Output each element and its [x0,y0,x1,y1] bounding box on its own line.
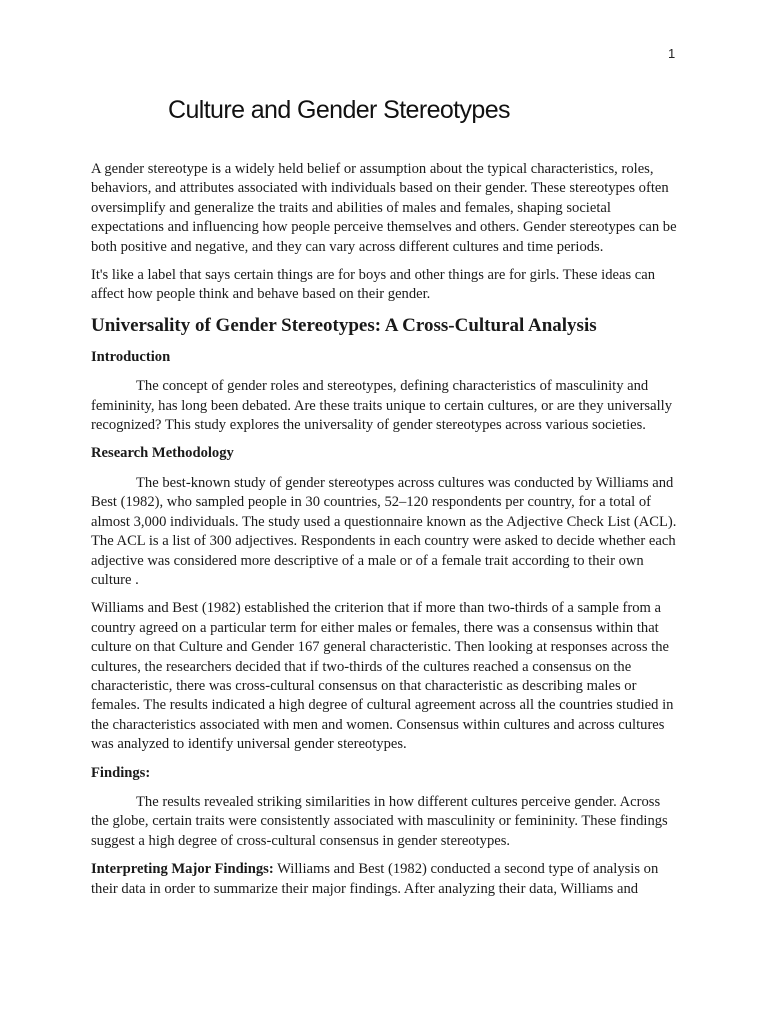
methodology-paragraph-2: Williams and Best (1982) established the criterion that if more than two-thirds of a sample from a country agreed on a particular term for either males or females, there was a consensus within that culture on that Culture and Gender 167 general characteristic. Then looking at responses across the cultures, the researchers decided that if two-thirds of the cultures reached a consensus on the characteristic, there was cross-cultural consensus on that characteristic as describing males or females. The results indicated a high degree of cultural agreement across all the countries studied in the characteristics associated with men and women. Consensus within cultures and across cultures was analyzed to identify universal gender stereotypes. [91,600,674,753]
intro-paragraph-1: A gender stereotype is a widely held belief or assumption about the typical characteristics, roles, behaviors, and attributes associated with individuals based on their gender. These stereotypes often oversimplify and generalize the traits and abilities of males and females, shaping societal expectations and influencing how people perceive themselves and others. Gender stereotypes can be both positive and negative, and they can vary across different cultures and time periods. [91,161,677,255]
methodology-heading: Research Methodology [91,445,234,462]
interpreting-text: Williams and Best (1982) conducted a second type of analysis on their data in order to summarize their major findings. After analyzing their data, Williams and [91,861,659,897]
introduction-heading: Introduction [91,348,171,365]
document-body [91,160,681,908]
intro-paragraph-2: It's like a label that says certain things are for boys and other things are for girls. These ideas can affect how people think and behave based on their gender. [91,267,656,303]
interpreting-heading: Interpreting Major Findings: [91,861,274,878]
section-heading: Universality of Gender Stereotypes: A Cross-Cultural Analysis [91,314,597,336]
findings-paragraph: The results revealed striking similarities in how different cultures perceive gender. Across the globe, certain traits were consistently associated with masculinity or femininity. These findings suggest a high degree of cross-cultural consensus in gender stereotypes. [91,793,668,849]
interpreting-paragraph [91,860,681,899]
document-title: Culture and Gender Stereotypes [168,96,510,124]
page-number: 1 [668,46,676,61]
methodology-paragraph-1: The best-known study of gender stereotypes across cultures was conducted by Williams and Best (1982), who sampled people in 30 countries, 52–120 respondents per country, for a total of almost 3,000 individuals. The study used a questionnaire known as the Adjective Check List (ACL). The ACL is a list of 300 adjectives. Respondents in each country were asked to decide whether each adjective was considered more descriptive of a male or of a female trait according to their own culture . [91,474,677,588]
introduction-paragraph: The concept of gender roles and stereotypes, defining characteristics of masculinity and femininity, has long been debated. Are these traits unique to certain cultures, or are they universally recognized? This study explores the universality of gender stereotypes across various societies. [91,378,672,434]
findings-heading: Findings: [91,764,151,781]
